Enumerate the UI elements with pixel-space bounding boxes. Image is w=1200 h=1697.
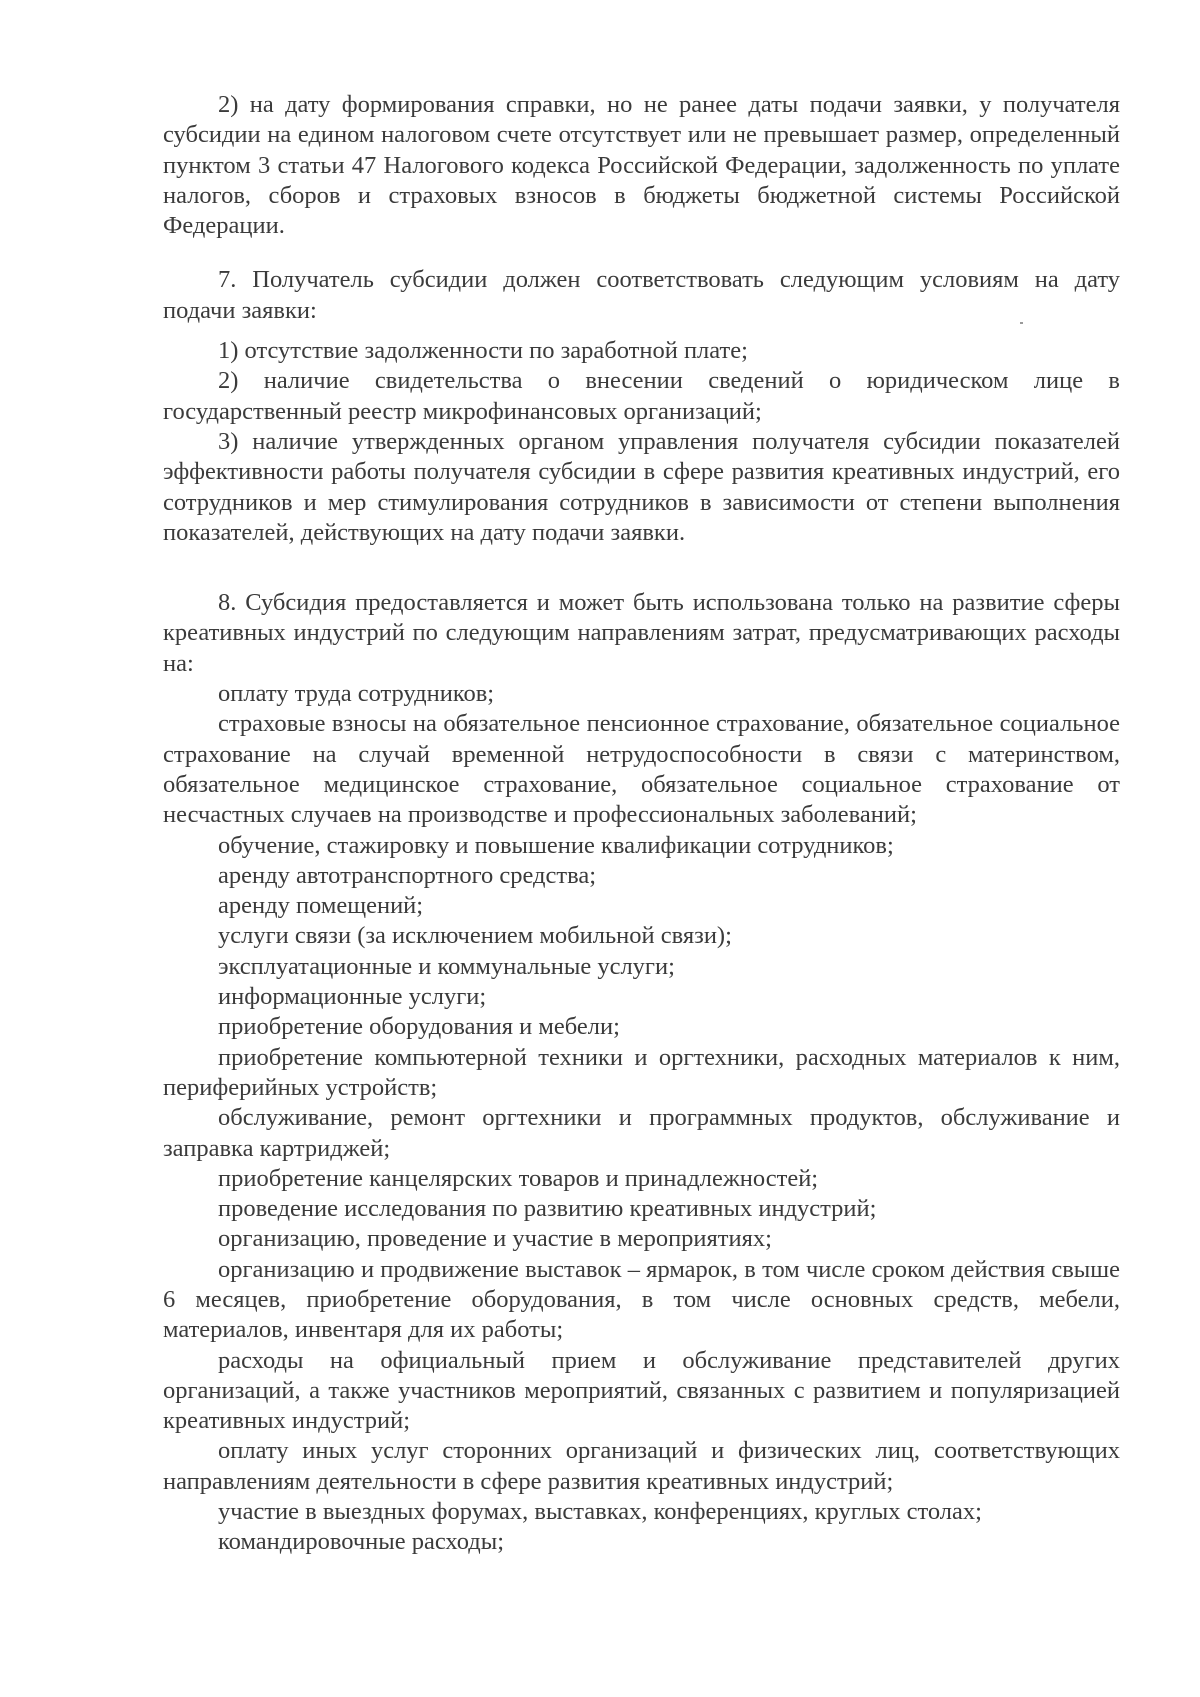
condition-item: 3) наличие утвержденных органом управления получателя субсидии показателей эффективности работы получателя субсидии в сфере развития креативных индустрий, его сотрудников и мер стимулирования сотрудников в зависимости от степени выполнения показателей, действующих на дату подачи заявки.	[163, 427, 1120, 546]
expense-item: командировочные расходы;	[218, 1528, 505, 1556]
document-page	[163, 90, 1120, 1558]
paragraph-8-heading: 8. Субсидия предоставляется и может быть использована только на развитие сферы креативных индустрий по следующим направлениям затрат, предусматривающих расходы на:	[163, 589, 1120, 677]
expense-item: приобретение канцелярских товаров и принадлежностей;	[218, 1164, 819, 1192]
expense-item: оплату иных услуг сторонних организаций и физических лиц, соответствующих направлениям деятельности в сфере развития креативных индустрий;	[163, 1437, 1120, 1495]
expense-item: услуги связи (за исключением мобильной связи);	[218, 922, 732, 950]
expense-item: проведение исследования по развитию креативных индустрий;	[218, 1195, 877, 1223]
expense-item: участие в выездных форумах, выставках, конференциях, круглых столах;	[218, 1498, 982, 1526]
expense-item: приобретение компьютерной техники и оргтехники, расходных материалов к ним, периферийных устройств;	[163, 1043, 1120, 1101]
expense-item: информационные услуги;	[218, 983, 487, 1011]
expense-item: оплату труда сотрудников;	[218, 680, 495, 708]
paragraph-2-tax-debt: 2) на дату формирования справки, но не ранее даты подачи заявки, у получателя субсидии на едином налоговом счете отсутствует или не превышает размер, определенный пунктом 3 статьи 47 Налогового кодекса Российской Федерации, задолженность по уплате налогов, сборов и страховых взносов в бюджеты бюджетной системы Российской Федерации.	[163, 91, 1120, 240]
paragraph-7-heading: 7. Получатель субсидии должен соответствовать следующим условиям на дату подачи заявки:	[163, 266, 1120, 324]
expense-item: обучение, стажировку и повышение квалификации сотрудников;	[218, 831, 894, 859]
expense-item: организацию, проведение и участие в мероприятиях;	[218, 1225, 772, 1253]
expense-item: обслуживание, ремонт оргтехники и программных продуктов, обслуживание и заправка картриджей;	[163, 1104, 1120, 1162]
expense-item: организацию и продвижение выставок – ярмарок, в том числе сроком действия свыше 6 месяцев, приобретение оборудования, в том числе основных средств, мебели, материалов, инвентаря для их работы;	[163, 1255, 1120, 1344]
expense-item: аренду помещений;	[218, 892, 424, 920]
expense-item: приобретение оборудования и мебели;	[218, 1013, 620, 1041]
conditions-list	[163, 336, 1120, 548]
expenses-list	[163, 679, 1120, 1558]
expense-item: аренду автотранспортного средства;	[218, 861, 597, 889]
condition-item: 2) наличие свидетельства о внесении сведений о юридическом лице в государственный реестр микрофинансовых организаций;	[163, 367, 1120, 425]
expense-item: страховые взносы на обязательное пенсионное страхование, обязательное социальное страхование на случай временной нетрудоспособности в связи с материнством, обязательное медицинское страхование, обязательное социальное страхование от несчастных случаев на производстве и профессиональных заболеваний;	[163, 710, 1120, 829]
expense-item: расходы на официальный прием и обслуживание представителей других организаций, а также участников мероприятий, связанных с развитием и популяризацией креативных индустрий;	[163, 1346, 1120, 1435]
condition-item: 1) отсутствие задолженности по заработной плате;	[218, 337, 748, 365]
scan-speck	[1020, 322, 1023, 324]
expense-item: эксплуатационные и коммунальные услуги;	[218, 952, 675, 980]
